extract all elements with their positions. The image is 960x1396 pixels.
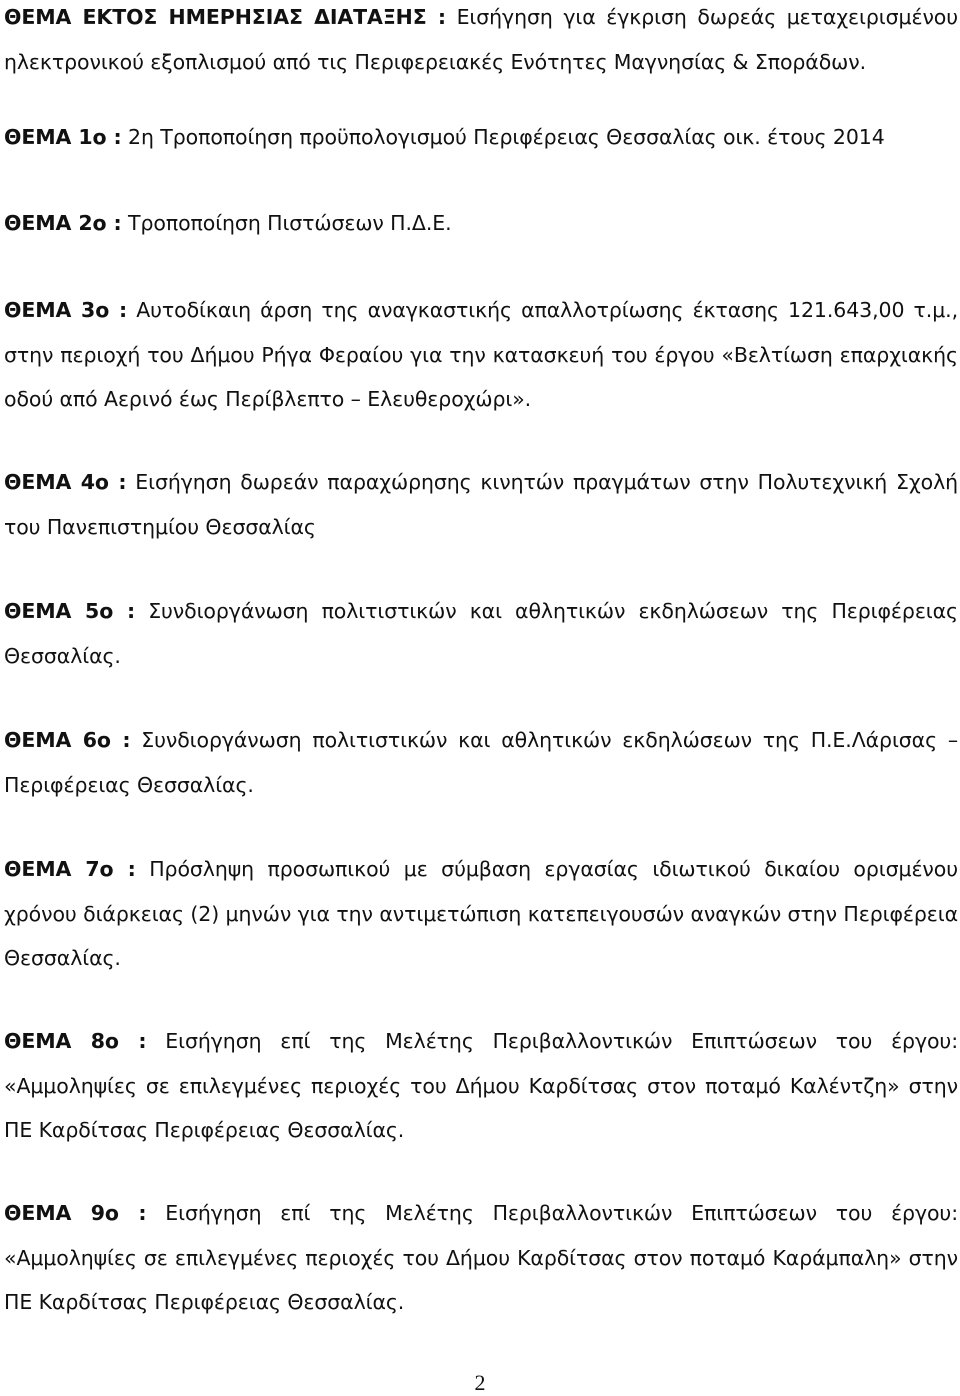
item-label: ΘΕΜΑ 5ο : (4, 599, 136, 623)
item-text: 2η Τροποποίηση προϋπολογισμού Περιφέρειας Θεσσαλίας οικ. έτους 2014 (128, 125, 885, 149)
item-text: Συνδιοργάνωση πολιτιστικών και αθλητικών εκδηλώσεων της Περιφέρειας Θεσσαλίας. (4, 599, 958, 668)
item-text: Εισήγηση για έγκριση δωρεάς μεταχειρισμένου ηλεκτρονικού εξοπλισμού από τις Περιφερειακές Ενότητες Μαγνησίας & Σποράδων. (4, 5, 958, 74)
agenda-item-1 (4, 115, 958, 160)
agenda-item-8 (4, 1019, 958, 1153)
item-text: Πρόσληψη προσωπικού με σύμβαση εργασίας ιδιωτικού δικαίου ορισμένου χρόνου διάρκειας (2) μηνών για την αντιμετώπιση κατεπειγουσών αναγκών στην Περιφέρεια Θεσσαλίας. (4, 857, 958, 970)
agenda-item-7 (4, 847, 958, 981)
agenda-item-9 (4, 1191, 958, 1325)
agenda-item-3 (4, 288, 958, 422)
agenda-item-extra (4, 0, 958, 84)
agenda-item-5 (4, 589, 958, 678)
item-text: Συνδιοργάνωση πολιτιστικών και αθλητικών εκδηλώσεων της Π.Ε.Λάρισας – Περιφέρειας Θεσσαλίας. (4, 728, 958, 797)
item-label: ΘΕΜΑ 3ο : (4, 298, 128, 322)
item-label: ΘΕΜΑ 2ο : (4, 211, 122, 235)
item-label: ΘΕΜΑ 1ο : (4, 125, 122, 149)
agenda-item-2 (4, 201, 958, 246)
item-label: ΘΕΜΑ 8ο : (4, 1029, 147, 1053)
item-label: ΘΕΜΑ 4ο : (4, 470, 127, 494)
item-label: ΘΕΜΑ ΕΚΤΟΣ ΗΜΕΡΗΣΙΑΣ ΔΙΑΤΑΞΗΣ : (4, 5, 446, 29)
item-text: Εισήγηση επί της Μελέτης Περιβαλλοντικών Επιπτώσεων του έργου: «Αμμοληψίες σε επιλεγμένες περιοχές του Δήμου Καρδίτσας στον ποταμό Καράμπαλη» στην ΠΕ Καρδίτσας Περιφέρειας Θεσσαλίας. (4, 1201, 959, 1314)
item-text: Αυτοδίκαιη άρση της αναγκαστικής απαλλοτρίωσης έκτασης 121.643,00 τ.μ., στην περιοχή του Δήμου Ρήγα Φεραίου για την κατασκευή του έργου «Βελτίωση επαρχιακής οδού από Αερινό έως Περίβλεπτο – Ελευθεροχώρι». (4, 298, 958, 411)
item-text: Εισήγηση επί της Μελέτης Περιβαλλοντικών Επιπτώσεων του έργου: «Αμμοληψίες σε επιλεγμένες περιοχές του Δήμου Καρδίτσας στον ποταμό Καλέντζη» στην ΠΕ Καρδίτσας Περιφέρειας Θεσσαλίας. (4, 1029, 959, 1142)
agenda-item-4 (4, 460, 958, 549)
agenda-item-6 (4, 718, 958, 807)
item-label: ΘΕΜΑ 9ο : (4, 1201, 147, 1225)
item-label: ΘΕΜΑ 7ο : (4, 857, 136, 881)
item-text: Εισήγηση δωρεάν παραχώρησης κινητών πραγμάτων στην Πολυτεχνική Σχολή του Πανεπιστημίου Θεσσαλίας (4, 470, 958, 539)
item-text: Τροποποίηση Πιστώσεων Π.Δ.Ε. (128, 211, 452, 235)
item-label: ΘΕΜΑ 6ο : (4, 728, 131, 752)
page-number: 2 (474, 1370, 486, 1395)
